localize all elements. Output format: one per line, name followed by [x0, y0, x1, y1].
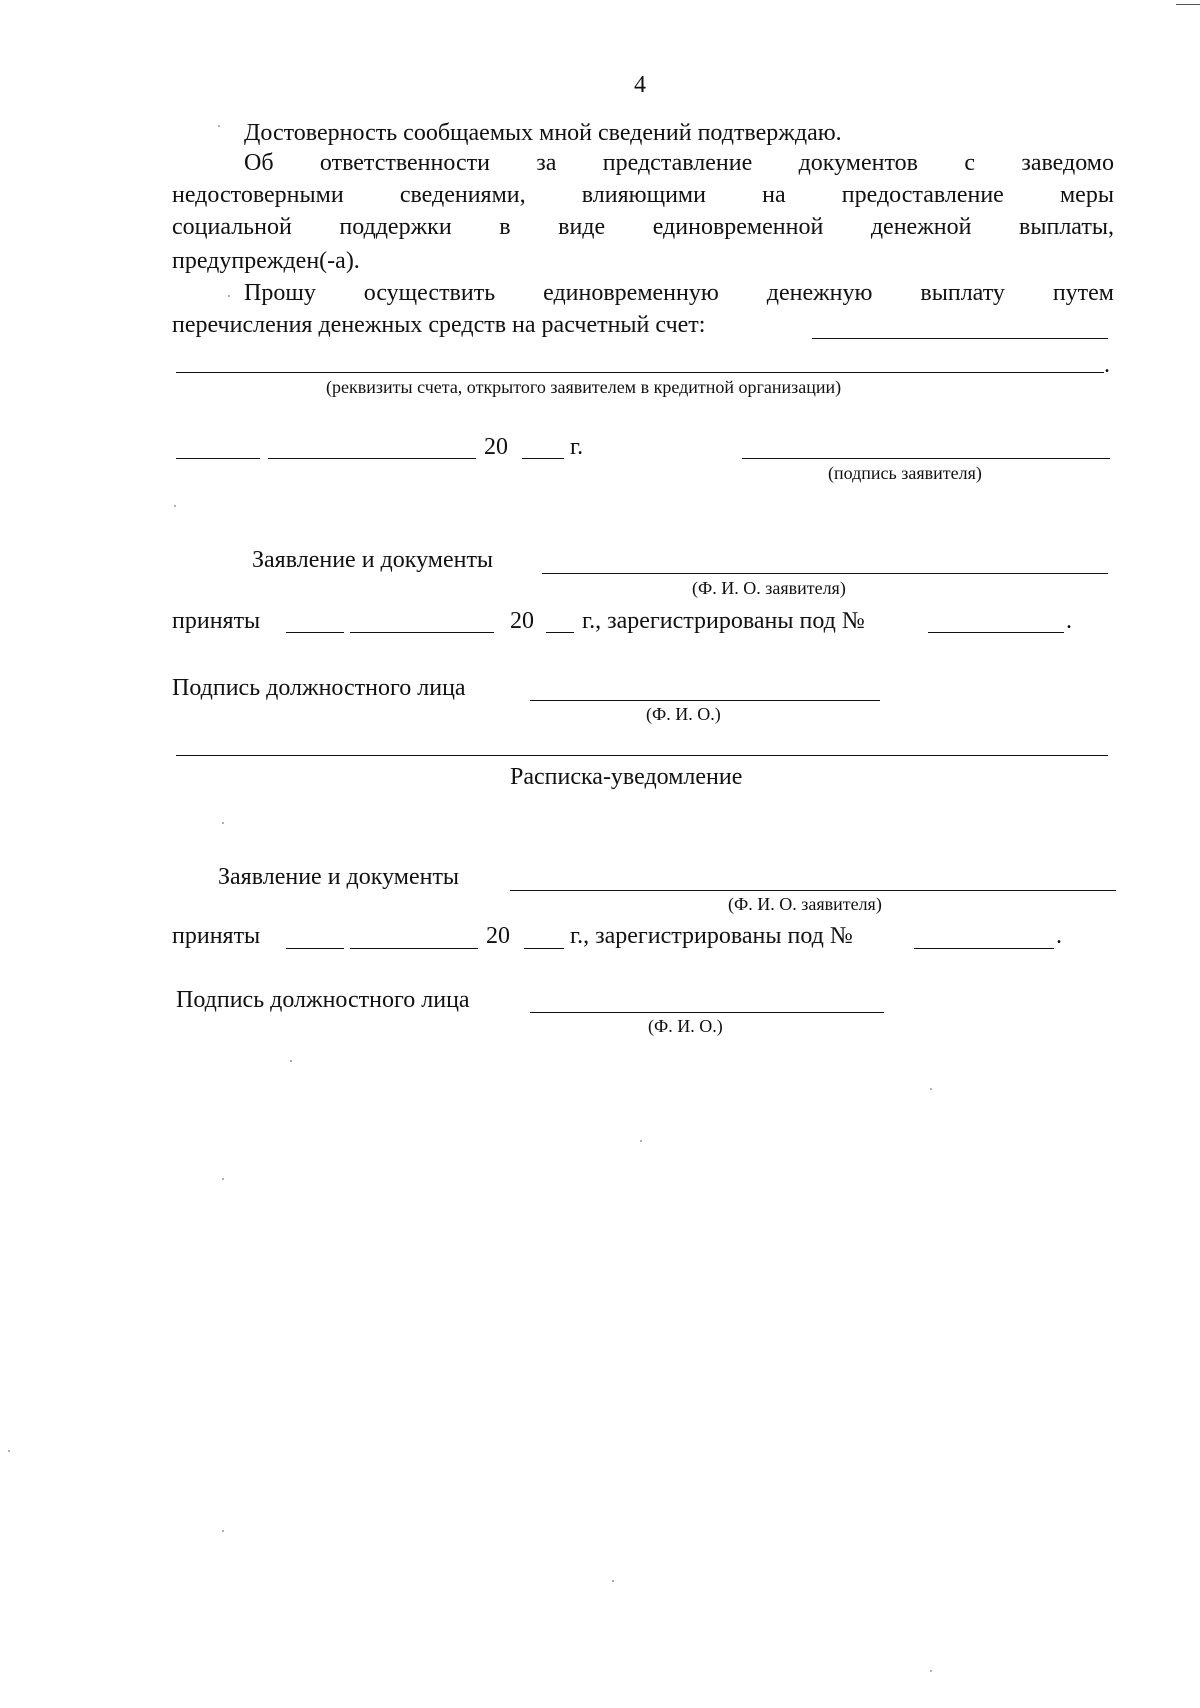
section2-official-field[interactable] — [530, 1012, 884, 1013]
word: денежной — [870, 214, 972, 240]
word: с — [964, 150, 975, 176]
section1-official-label: Подпись должностного лица — [172, 675, 466, 701]
section1-official-field[interactable] — [530, 700, 880, 701]
date-year-suffix: г. — [570, 434, 584, 460]
section2-docs-label: Заявление и документы — [218, 864, 460, 890]
date-day-field[interactable] — [176, 458, 260, 459]
word: денежную — [766, 280, 873, 306]
section1-day-field[interactable] — [286, 632, 344, 633]
scan-speck — [222, 822, 224, 824]
word: сведениями, — [399, 182, 526, 208]
section2-year-field[interactable] — [524, 948, 564, 949]
word: предоставление — [841, 182, 1004, 208]
word: меры — [1059, 182, 1114, 208]
section2-fio-field[interactable] — [510, 890, 1116, 891]
section2-reg-number-field[interactable] — [914, 948, 1054, 949]
account-period: . — [1104, 352, 1110, 378]
account-field-line-1[interactable] — [812, 338, 1108, 339]
date-year-field[interactable] — [522, 458, 564, 459]
word: на — [762, 182, 786, 208]
word: поддержки — [339, 214, 452, 240]
scan-speck — [930, 1670, 932, 1672]
section2-end-period: . — [1056, 923, 1062, 949]
word: Прошу — [244, 280, 316, 306]
section2-accepted-label: приняты — [172, 923, 261, 949]
section1-year-prefix: 20 — [510, 608, 534, 634]
section1-accepted-label: приняты — [172, 608, 261, 634]
section1-reg-number-field[interactable] — [928, 632, 1064, 633]
section1-fio-field[interactable] — [542, 573, 1108, 574]
section1-registered-text: г., зарегистрированы под № — [582, 608, 865, 634]
section1-fio-caption: (Ф. И. О. заявителя) — [692, 578, 846, 598]
word: Об — [244, 150, 274, 176]
section1-year-field[interactable] — [546, 632, 574, 633]
scan-speck — [640, 1140, 642, 1142]
word: документов — [798, 150, 918, 176]
word: выплату — [920, 280, 1005, 306]
word: представление — [602, 150, 753, 176]
paragraph-responsibility-line-3 — [172, 212, 1114, 242]
paragraph-responsibility-line-2 — [172, 180, 1114, 210]
word: влияющими — [581, 182, 706, 208]
word: в — [499, 214, 511, 240]
scan-speck — [612, 1580, 614, 1582]
account-caption: (реквизиты счета, открытого заявителем в кредитной организации) — [326, 377, 842, 397]
date-month-field[interactable] — [268, 458, 476, 459]
paragraph-request-line-2: перечисления денежных средств на расчетный счет: — [172, 312, 706, 338]
section2-official-caption: (Ф. И. О.) — [648, 1016, 723, 1036]
scan-speck — [218, 125, 220, 127]
scan-speck — [222, 1530, 224, 1532]
word: недостоверными — [172, 182, 344, 208]
word: виде — [558, 214, 606, 240]
section2-fio-caption: (Ф. И. О. заявителя) — [728, 894, 882, 914]
section-divider — [176, 755, 1108, 756]
section1-docs-label: Заявление и документы — [252, 547, 494, 573]
scan-speck — [930, 1088, 932, 1090]
word: выплаты, — [1019, 214, 1114, 240]
word: единовременной — [652, 214, 824, 240]
section2-registered-text: г., зарегистрированы под № — [570, 923, 853, 949]
scan-speck — [290, 1060, 292, 1062]
date-year-prefix: 20 — [484, 434, 508, 460]
section1-official-caption: (Ф. И. О.) — [646, 704, 721, 724]
receipt-title: Расписка-уведомление — [510, 764, 743, 790]
scan-speck — [222, 1178, 224, 1180]
word: ответственности — [319, 150, 490, 176]
section2-month-field[interactable] — [350, 948, 478, 949]
word: путем — [1052, 280, 1114, 306]
scan-speck — [8, 1450, 10, 1452]
word: заведомо — [1021, 150, 1114, 176]
section2-official-label: Подпись должностного лица — [176, 987, 470, 1013]
scan-speck — [228, 295, 230, 297]
section2-day-field[interactable] — [286, 948, 344, 949]
paragraph-request-line-1 — [244, 278, 1114, 308]
word: за — [536, 150, 557, 176]
paragraph-responsibility-line-1 — [244, 148, 1114, 178]
section2-year-prefix: 20 — [486, 923, 510, 949]
page-number: 4 — [634, 72, 646, 98]
paragraph-confirmation: Достоверность сообщаемых мной сведений подтверждаю. — [244, 120, 842, 146]
account-field-line-2[interactable] — [176, 372, 1104, 373]
scan-edge-mark — [1176, 4, 1200, 5]
scan-speck — [174, 505, 176, 507]
word: единовременную — [543, 280, 719, 306]
word: осуществить — [363, 280, 496, 306]
section1-end-period: . — [1066, 608, 1072, 634]
word: социальной — [172, 214, 292, 240]
paragraph-responsibility-line-4: предупрежден(-а). — [172, 248, 360, 274]
applicant-signature-field[interactable] — [742, 458, 1110, 459]
applicant-signature-caption: (подпись заявителя) — [828, 463, 982, 483]
section1-month-field[interactable] — [350, 632, 494, 633]
